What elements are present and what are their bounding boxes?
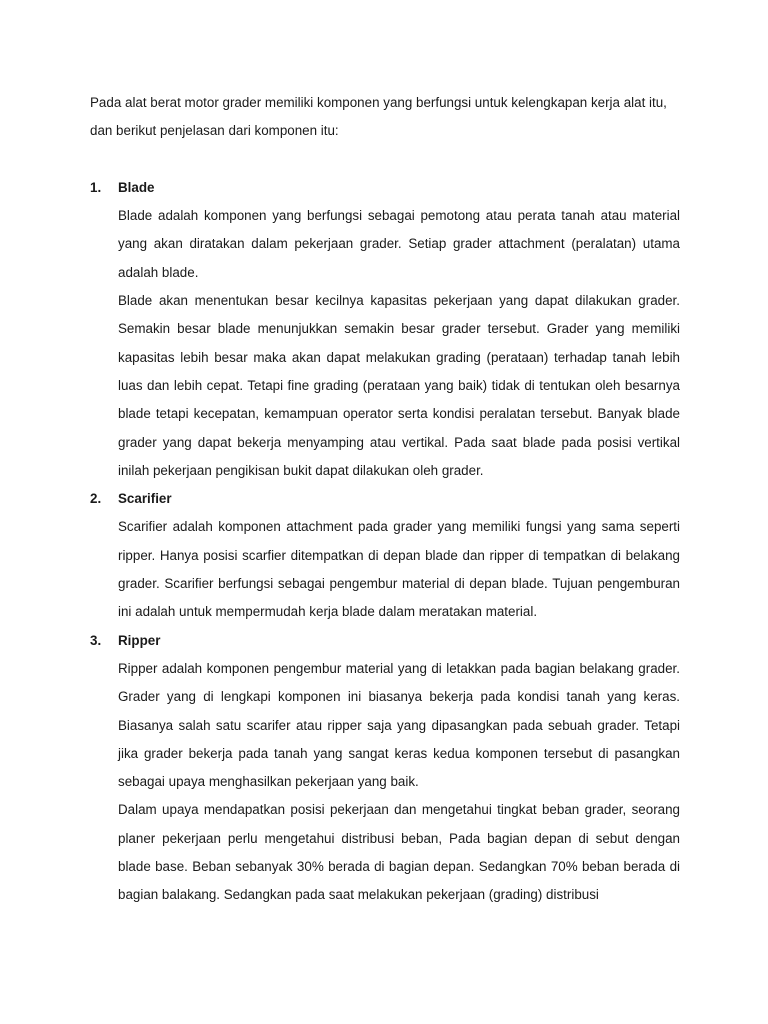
spacer	[90, 146, 680, 174]
list-number: 3.	[90, 632, 102, 648]
blade-paragraph-1: Blade adalah komponen yang berfungsi sebagai pemotong atau perata tanah atau material yang akan diratakan dalam pekerjaan grader. Setiap grader attachment (peralatan) utama adalah blade.	[118, 208, 680, 280]
list-item-blade	[90, 174, 680, 485]
blade-paragraph-2: Blade akan menentukan besar kecilnya kapasitas pekerjaan yang dapat dilakukan grader. Semakin besar blade menunjukkan semakin besar grader tersebut. Grader yang memiliki kapasitas lebih besar maka akan dapat melakukan grading (perataan) terhadap tanah lebih luas dan lebih cepat. Tetapi fine grading (perataan yang baik) tidak di tentukan oleh besarnya blade tetapi kecepatan, kemampuan operator serta kondisi peralatan tersebut. Banyak blade grader yang dapat bekerja menyamping atau vertikal. Pada saat blade pada posisi vertikal inilah pekerjaan pengikisan bukit dapat dilakukan oleh grader.	[118, 293, 680, 478]
section-title-ripper: Ripper	[118, 632, 161, 648]
section-title-scarifier: Scarifier	[118, 491, 172, 507]
scarifier-paragraph-1: Scarifier adalah komponen attachment pada grader yang memiliki fungsi yang sama seperti ripper. Hanya posisi scarfier ditempatkan di depan blade dan ripper di tempatkan di belakang grader. Scarifier berfungsi sebagai pengembur material di depan blade. Tujuan pengemburan ini adalah untuk mempermudah kerja blade dalam meratakan material.	[118, 519, 680, 620]
list-number: 2.	[90, 491, 102, 507]
list-item-ripper	[90, 627, 680, 910]
ripper-paragraph-2: Dalam upaya mendapatkan posisi pekerjaan dan mengetahui tingkat beban grader, seorang planer pekerjaan perlu mengetahui distribusi beban, Pada bagian depan di sebut dengan blade base. Beban sebanyak 30% berada di bagian depan. Sedangkan 70% beban berada di bagian balakang. Sedangkan pada saat melakukan pekerjaan (grading) distribusi	[118, 802, 680, 903]
document-body	[90, 89, 680, 910]
list-number: 1.	[90, 179, 102, 195]
ripper-paragraph-1: Ripper adalah komponen pengembur material yang di letakkan pada bagian belakang grader. Grader yang di lengkapi komponen ini biasanya bekerja pada kondisi tanah yang keras. Biasanya salah satu scarifer atau ripper saja yang dipasangkan pada sebuah grader. Tetapi jika grader bekerja pada tanah yang sangat keras kedua komponen tersebut di pasangkan sebagai upaya menghasilkan pekerjaan yang baik.	[118, 660, 680, 790]
intro-paragraph: Pada alat berat motor grader memiliki komponen yang berfungsi untuk kelengkapan kerja alat itu, dan berikut penjelasan dari komponen itu:	[90, 95, 667, 139]
section-title-blade: Blade	[118, 179, 155, 195]
list-item-scarifier	[90, 485, 680, 626]
